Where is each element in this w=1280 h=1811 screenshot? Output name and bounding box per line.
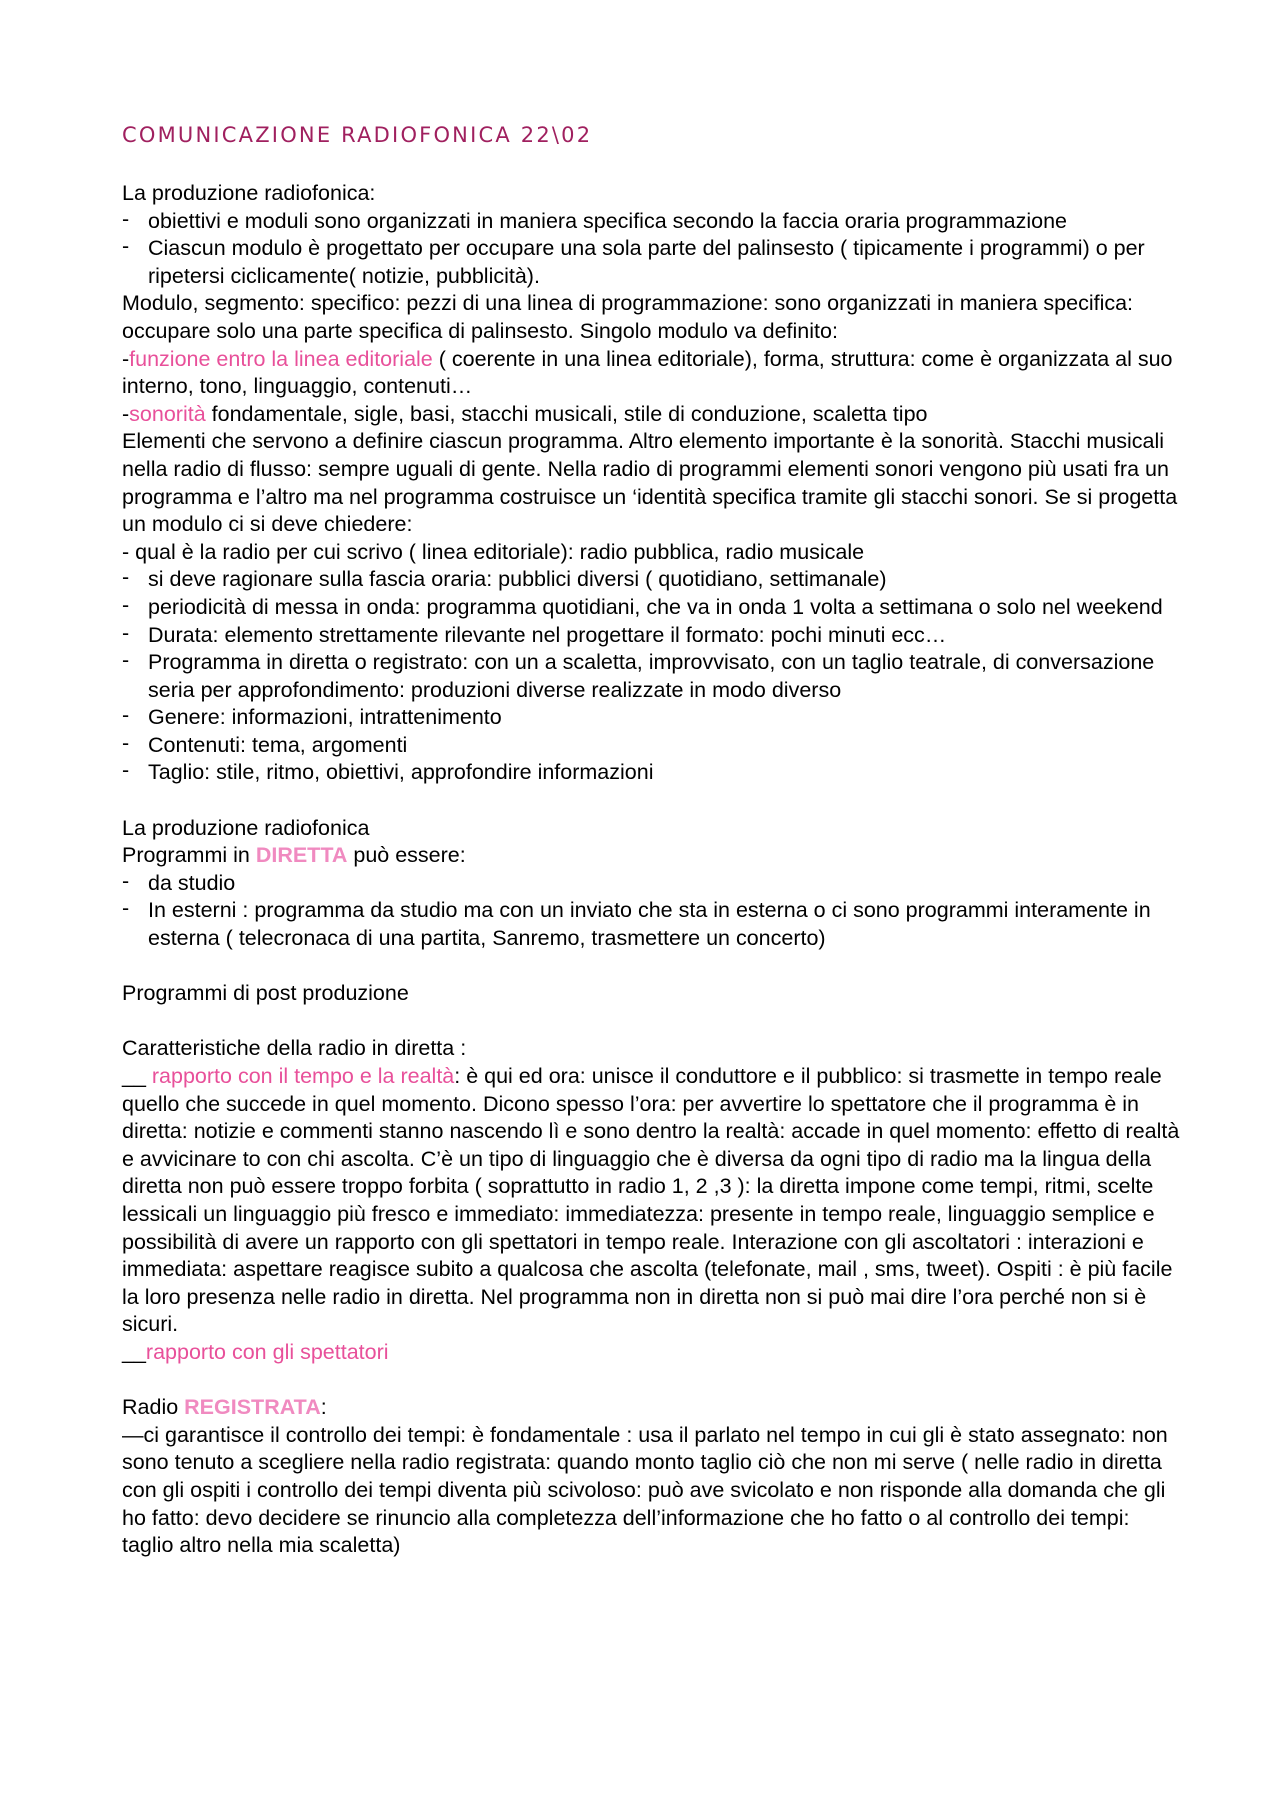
paragraph-elementi: Elementi che servono a definire ciascun programma. Altro elemento importante è la sonorità. Stacchi musicali nella radio di flusso: sempre uguali di gente. Nella radio di programmi elementi sonori vengono più usati fra un programma e l’altro ma nel programma costruisce un ‘identità specifica tramite gli stacchi sonori. Se si progetta un modulo ci si deve chiedere: <box>122 429 1178 537</box>
list-item: - si deve ragionare sulla fascia oraria: pubblici diversi ( quotidiano, settimanale) <box>122 566 1182 594</box>
registrata-post: : <box>320 1395 327 1420</box>
underscore-prefix: __ <box>122 1064 152 1088</box>
paragraph-post-produzione: Programmi di post produzione <box>122 981 409 1006</box>
list-item: - da studio <box>122 870 1182 898</box>
list-item: - Genere: informazioni, intrattenimento <box>122 704 1182 732</box>
section-intro: La produzione radiofonica: <box>122 181 376 205</box>
paragraph-registrata-heading <box>122 1394 1182 1422</box>
paragraph-qual: - qual è la radio per cui scrivo ( linea editoriale): radio pubblica, radio musicale <box>122 539 865 564</box>
paragraph-tempo-realta <box>122 1063 1182 1339</box>
diretta-pre: Programmi in <box>122 843 256 868</box>
highlight-tempo-realta: rapporto con il tempo e la realtà <box>151 1064 455 1088</box>
list-item: - Programma in diretta o registrato: con un a scaletta, improvvisato, con un taglio teatrale, di conversazione seria per approfondimento: produzioni diverse realizzate in modo diverso <box>122 649 1182 704</box>
underscore-prefix: __ <box>122 1339 146 1364</box>
list-item: - Ciascun modulo è progettato per occupare una sola parte del palinsesto ( tipicamente i programmi) o per ripetersi ciclicamente( notizie, pubblicità). <box>122 235 1182 290</box>
spacer <box>122 1008 1182 1036</box>
highlight-diretta: DIRETTA <box>255 843 348 868</box>
document-title: COMUNICAZIONE RADIOFONICA 22\02 <box>122 123 593 147</box>
spacer <box>122 953 1182 981</box>
tempo-realta-rest: : è qui ed ora: unisce il conduttore e il pubblico: si trasmette in tempo reale quello che succede in quel momento. Dicono spesso l’ora: per avvertire lo spettatore che il programma è in diretta: notizie e commenti stanno nascendo lì e sono dentro la realtà: accade in quel momento: effetto di realtà e avvicinare to con chi ascolta. C’è un tipo di linguaggio che è diversa da ogni tipo di radio ma la lingua della diretta non può essere troppo forbita ( soprattutto in radio 1, 2 ,3 ): la diretta impone come tempi, ritmi, scelte lessicali un linguaggio più fresco e immediato: immediatezza: presente in tempo reale, linguaggio semplice e possibilità di avere un rapporto con gli spettatori in tempo reale. Interazione con gli ascoltatori : interazioni e immediata: aspettare reagisce subito a qualcosa che ascolta (telefonate, mail , sms, tweet). Ospiti : è più facile la loro presenza nelle radio in diretta. Nel programma non in diretta non si può mai dire l’ora perché non si è sicuri. <box>122 1064 1180 1337</box>
highlight-funzione: funzione entro la linea editoriale <box>129 346 433 371</box>
list-item: - obiettivi e moduli sono organizzati in maniera specifica secondo la faccia oraria programmazione <box>122 208 1182 236</box>
highlight-spettatori: rapporto con gli spettatori <box>145 1339 389 1364</box>
paragraph-funzione <box>122 346 1182 401</box>
sonorita-rest: fondamentale, sigle, basi, stacchi musicali, stile di conduzione, scaletta tipo <box>205 401 928 426</box>
list-item: - In esterni : programma da studio ma con un inviato che sta in esterna o ci sono programmi interamente in esterna ( telecronaca di una partita, Sanremo, trasmettere un concerto) <box>122 897 1182 952</box>
paragraph-spettatori <box>122 1339 1182 1367</box>
paragraph-diretta <box>122 842 1182 870</box>
section-heading-produzione: La produzione radiofonica <box>122 815 370 840</box>
paragraph-sonorita <box>122 401 1182 429</box>
spacer <box>122 787 1182 815</box>
bullet-list-1 <box>122 208 1182 291</box>
bullet-list-3 <box>122 870 1182 953</box>
highlight-registrata: REGISTRATA <box>184 1395 321 1420</box>
section-heading-caratteristiche: Caratteristiche della radio in diretta : <box>122 1036 467 1061</box>
list-item: - Contenuti: tema, argomenti <box>122 732 1182 760</box>
paragraph-modulo: Modulo, segmento: specifico: pezzi di una linea di programmazione: sono organizzati in maniera specifica: occupare solo una parte specifica di palinsesto. Singolo modulo va definito: <box>122 291 1134 343</box>
list-item: - Durata: elemento strettamente rilevante nel progettare il formato: pochi minuti ecc… <box>122 622 1182 650</box>
registrata-pre: Radio <box>122 1395 185 1420</box>
list-item: - periodicità di messa in onda: programma quotidiani, che va in onda 1 volta a settimana o solo nel weekend <box>122 594 1182 622</box>
document-page <box>122 120 1182 1560</box>
list-item: - Taglio: stile, ritmo, obiettivi, approfondire informazioni <box>122 759 1182 787</box>
dash-prefix: - <box>122 401 130 426</box>
diretta-post: può essere: <box>347 843 466 868</box>
paragraph-registrata: —ci garantisce il controllo dei tempi: è fondamentale : usa il parlato nel tempo in cui gli è stato assegnato: non sono tenuto a scegliere nella radio registrata: quando monto taglio ciò che non mi serve ( nelle radio in diretta con gli ospiti i controllo dei tempi diventa più scivoloso: può ave svicolato e non risponde alla domanda che gli ho fatto: devo decidere se rinuncio alla completezza dell’informazione che ho fatto o al controllo dei tempi: taglio altro nella mia scaletta) <box>122 1422 1168 1558</box>
spacer <box>122 1367 1182 1395</box>
funzione-rest: ( coerente in una linea editoriale), forma, struttura: come è organizzata al suo interno, tono, linguaggio, contenuti… <box>122 346 1173 399</box>
bullet-list-2 <box>122 566 1182 787</box>
highlight-sonorita: sonorità <box>129 401 206 426</box>
dash-prefix: - <box>122 346 130 371</box>
